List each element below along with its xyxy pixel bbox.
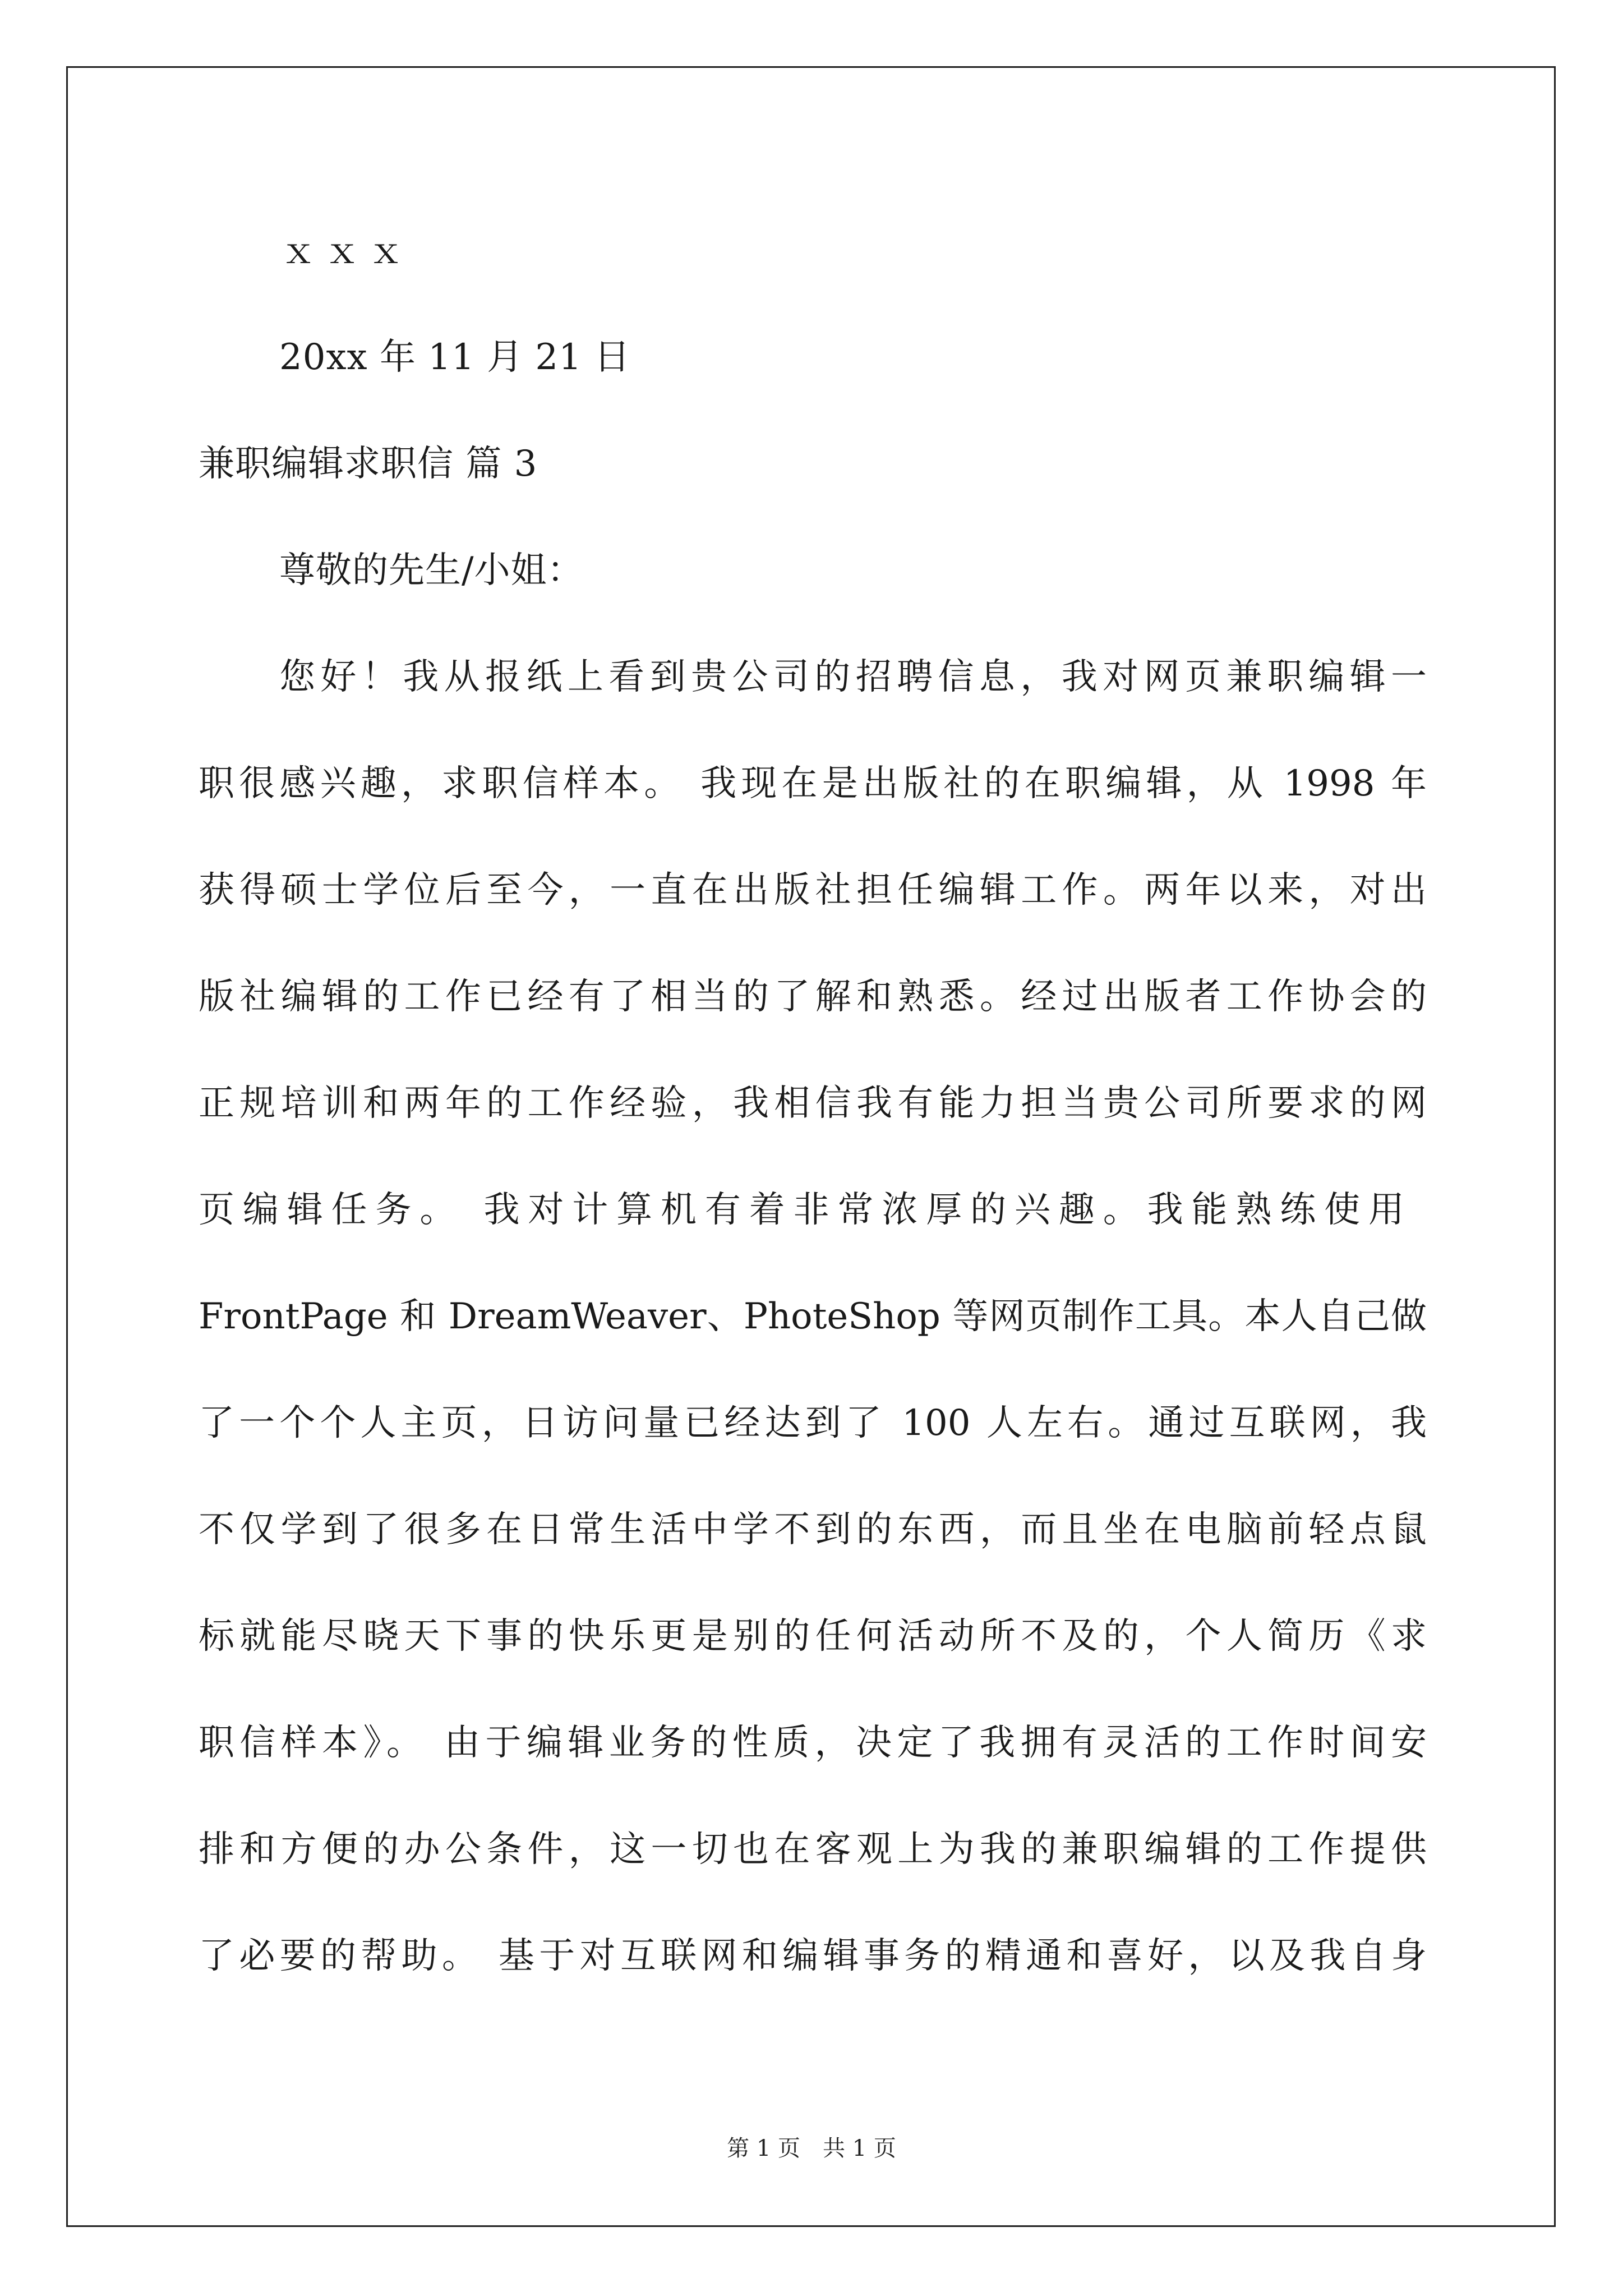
section-title: 兼职编辑求职信 篇 3 <box>199 443 538 485</box>
body-line: 了必要的帮助。 基于对互联网和编辑事务的精通和喜好，以及我自身 <box>199 1935 1427 1977</box>
page-footer: 第 1 页 共 1 页 <box>727 2136 896 2161</box>
body-line: 正规培训和两年的工作经验，我相信我有能力担当贵公司所要求的网 <box>199 1083 1427 1124</box>
body-line: 了一个个人主页，日访问量已经达到了 100 人左右。通过互联网，我 <box>199 1402 1427 1444</box>
body-line: 排和方便的办公条件，这一切也在客观上为我的兼职编辑的工作提供 <box>199 1829 1427 1870</box>
body-line: FrontPage 和 DreamWeaver、PhoteShop 等网页制作工具。本人自己做 <box>199 1296 1427 1337</box>
body-line: 获得硕士学位后至今，一直在出版社担任编辑工作。两年以来，对出 <box>199 869 1427 911</box>
signature: ｘｘｘ <box>280 231 412 272</box>
greeting: 尊敬的先生/小姐： <box>279 550 584 591</box>
body-line: 您好！我从报纸上看到贵公司的招聘信息，我对网页兼职编辑一 <box>279 656 1427 698</box>
body-line: 职很感兴趣，求职信样本。 我现在是出版社的在职编辑，从 1998 年 <box>199 763 1427 804</box>
body-line: 版社编辑的工作已经有了相当的了解和熟悉。经过出版者工作协会的 <box>199 976 1427 1018</box>
page-border <box>66 66 1556 2227</box>
body-line: 标就能尽晓天下事的快乐更是别的任何活动所不及的，个人简历《求 <box>199 1616 1427 1657</box>
body-line: 不仅学到了很多在日常生活中学不到的东西，而且坐在电脑前轻点鼠 <box>199 1509 1427 1550</box>
body-line: 职信样本》。 由于编辑业务的性质，决定了我拥有灵活的工作时间安 <box>199 1722 1427 1764</box>
body-line: 页编辑任务。 我对计算机有着非常浓厚的兴趣。我能熟练使用 <box>199 1189 1404 1231</box>
date: 20xx 年 11 月 21 日 <box>279 337 631 378</box>
